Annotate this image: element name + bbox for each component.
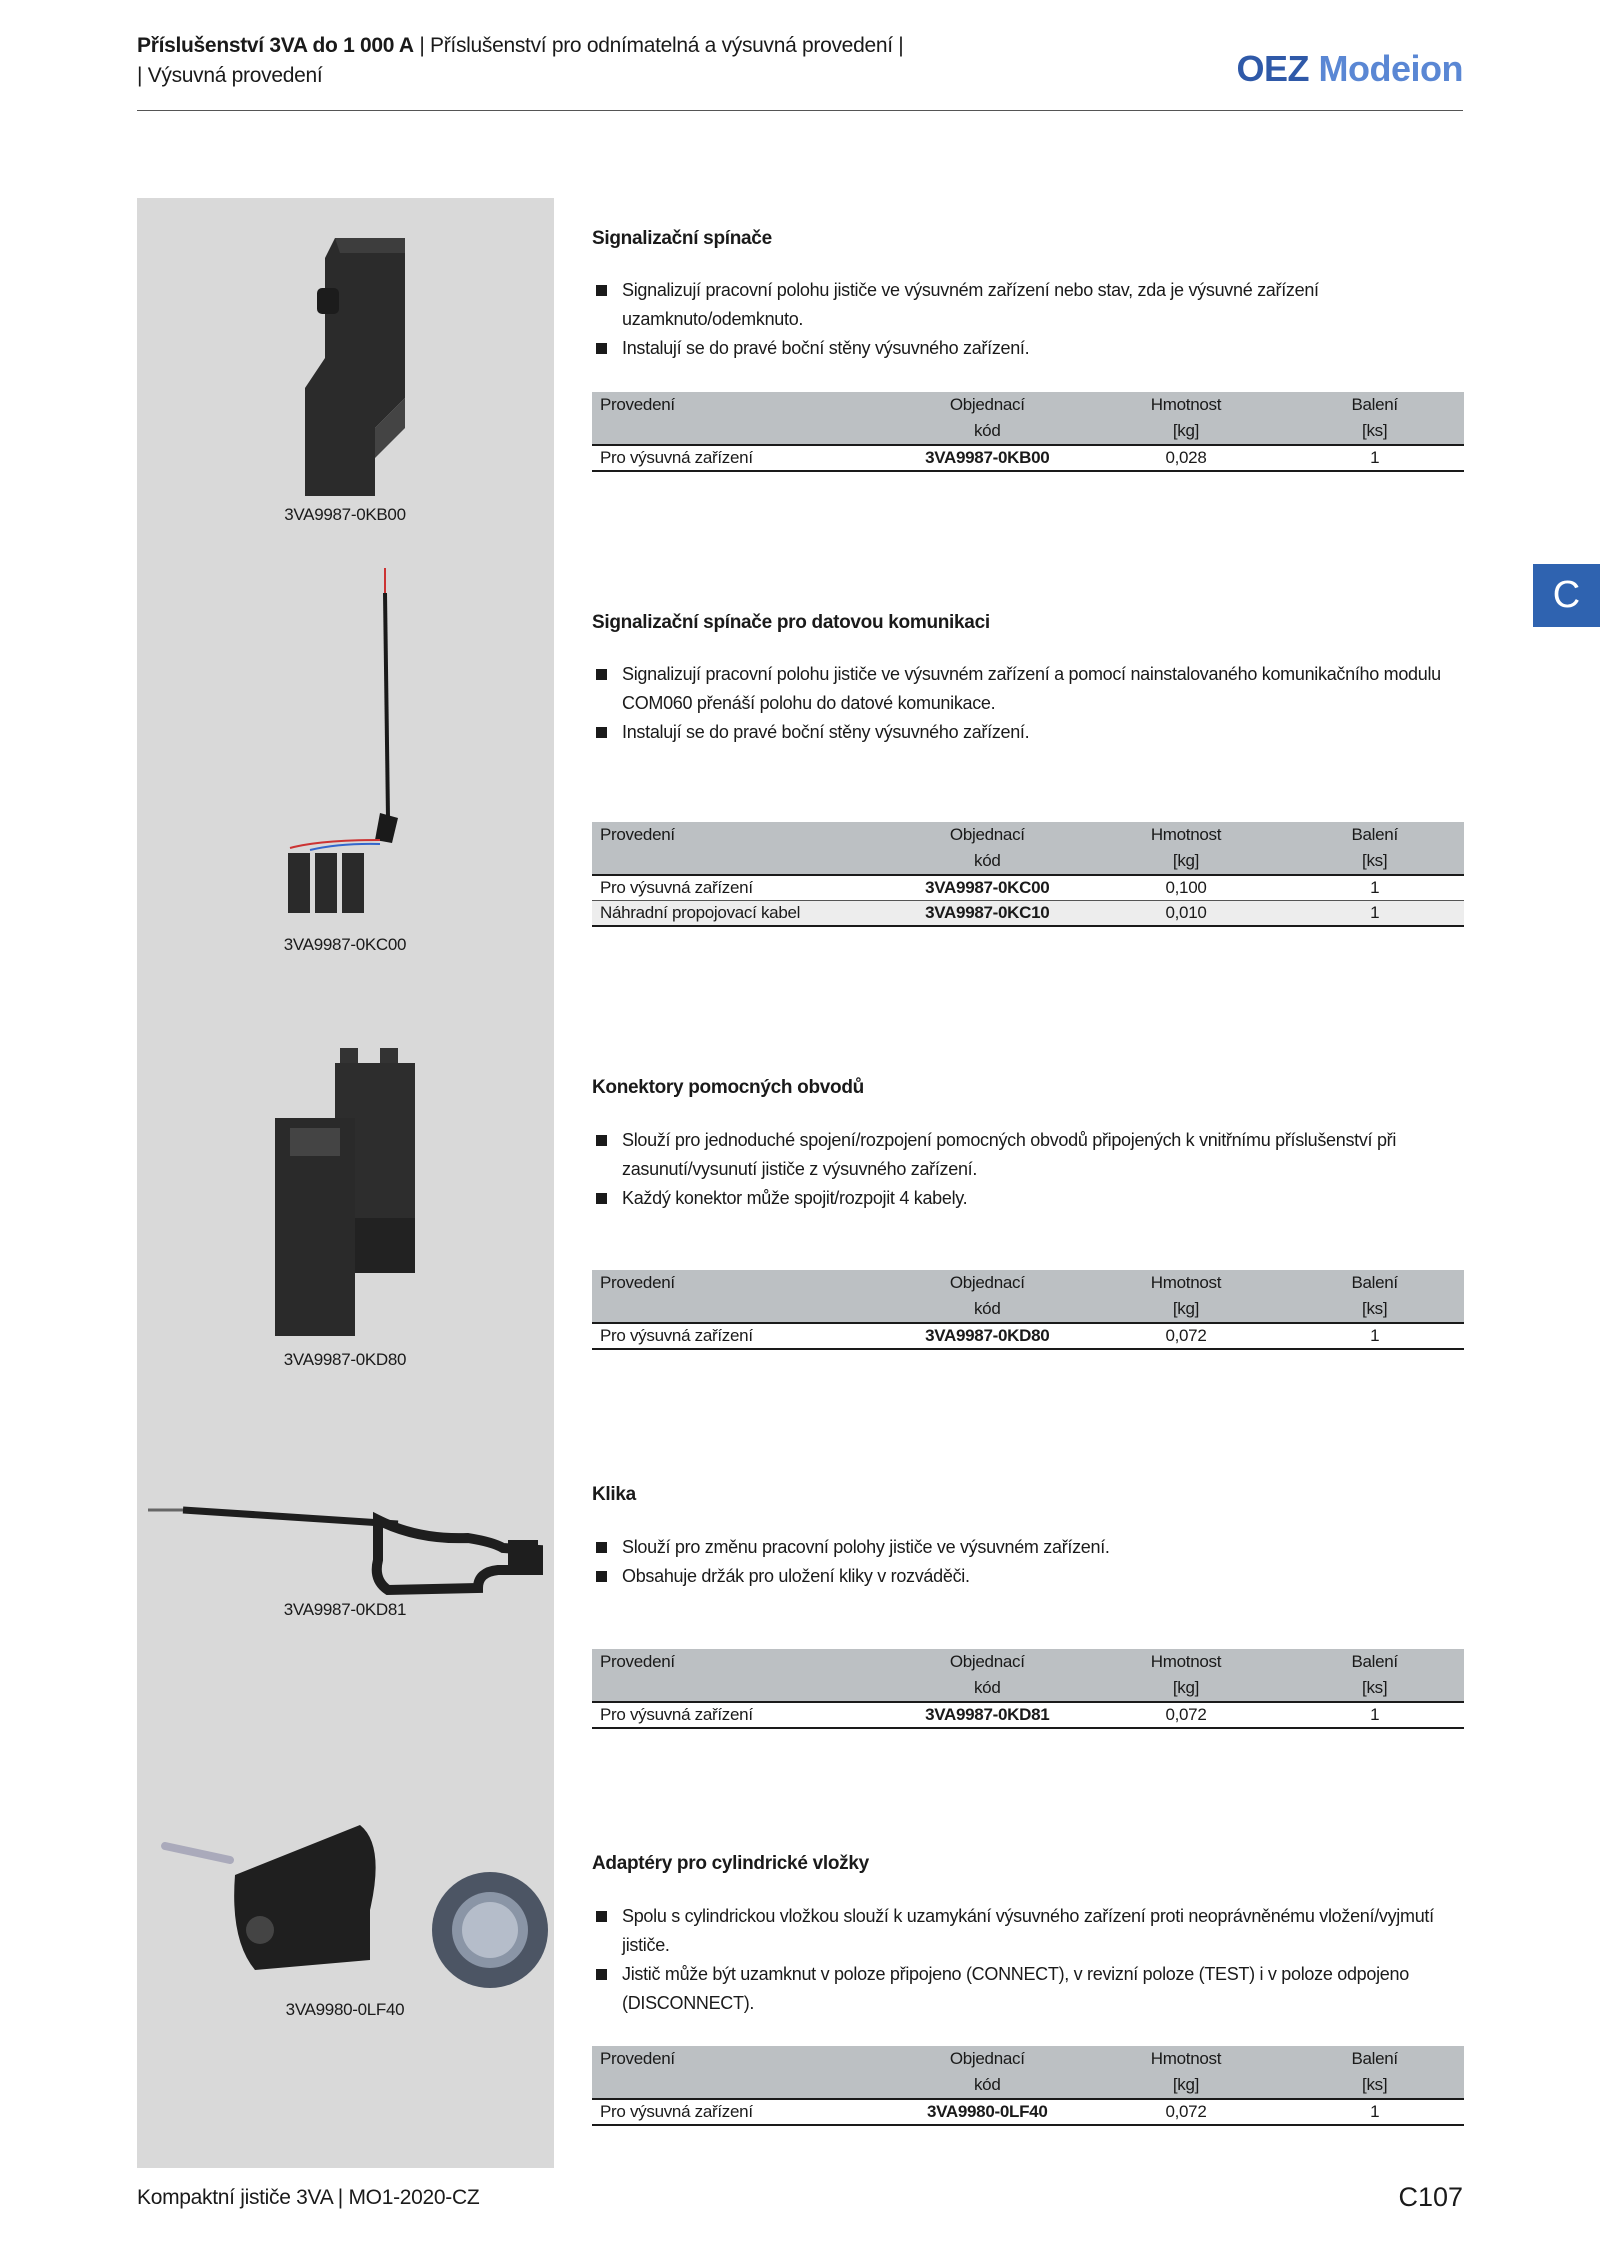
table-header-row [592, 1270, 1464, 1323]
list-item: Slouží pro jednoduché spojení/rozpojení pomocných obvodů připojených k vnitřnímu příslušenství při zasunutí/vysunutí jističe z výsuvného zařízení. [592, 1126, 1472, 1184]
col-header-pack: Balení [ks] [1285, 1649, 1464, 1702]
col-header-code: Objednací kód [888, 1649, 1087, 1702]
table-row: Pro výsuvná zařízení 3VA9987-0KD81 0,072 1 [592, 1702, 1464, 1728]
col-header-weight: Hmotnost [kg] [1087, 1649, 1286, 1702]
footer-catalog-label: Kompaktní jističe 3VA | MO1-2020-CZ [137, 2186, 480, 2209]
image-caption: 3VA9987-0KC00 [283, 935, 407, 954]
list-item: Signalizují pracovní polohu jističe ve výsuvném zařízení nebo stav, zda je výsuvné zařízení uzamknuto/odemknuto. [592, 276, 1472, 334]
col-header-code: Objednací kód [888, 822, 1087, 875]
list-item: Jistič může být uzamknut v poloze připojeno (CONNECT), v revizní poloze (TEST) i v poloze odpojeno (DISCONNECT). [592, 1960, 1472, 2018]
header-title: Příslušenství 3VA do 1 000 A | Příslušenství pro odnímatelná a výsuvná provedení | [137, 34, 904, 57]
col-header-pack: Balení [ks] [1285, 822, 1464, 875]
col-header-weight: Hmotnost [kg] [1087, 1270, 1286, 1323]
col-header-weight: Hmotnost [kg] [1087, 392, 1286, 445]
col-header-pack: Balení [ks] [1285, 392, 1464, 445]
section-title: Signalizační spínače [592, 228, 772, 249]
list-item: Obsahuje držák pro uložení kliky v rozváděči. [592, 1562, 1472, 1591]
col-header-weight: Hmotnost [kg] [1087, 822, 1286, 875]
bullet-list [592, 660, 1472, 747]
product-table [592, 822, 1464, 927]
col-header-pack: Balení [ks] [1285, 1270, 1464, 1323]
product-table [592, 1270, 1464, 1350]
col-header-design: Provedení [592, 1270, 888, 1323]
table-row: Pro výsuvná zařízení 3VA9980-0LF40 0,072 1 [592, 2099, 1464, 2125]
bullet-list [592, 1126, 1472, 1213]
col-header-design: Provedení [592, 1649, 888, 1702]
table-header-row [592, 822, 1464, 875]
col-header-pack: Balení [ks] [1285, 2046, 1464, 2099]
bullet-list [592, 1533, 1472, 1591]
bullet-list [592, 276, 1472, 363]
col-header-weight: Hmotnost [kg] [1087, 2046, 1286, 2099]
table-row: Pro výsuvná zařízení 3VA9987-0KC00 0,100 1 [592, 875, 1464, 901]
product-image-signal-switch-com [280, 568, 410, 928]
image-caption: 3VA9987-0KB00 [284, 505, 406, 524]
product-image-connector [275, 1048, 425, 1338]
product-image-cylinder-adapter [160, 1820, 550, 2000]
product-table [592, 1649, 1464, 1729]
image-caption: 3VA9980-0LF40 [285, 2000, 405, 2019]
table-header-row [592, 392, 1464, 445]
bullet-list [592, 1902, 1472, 2018]
list-item: Spolu s cylindrickou vložkou slouží k uzamykání výsuvného zařízení proti neoprávněnému vložení/vyjmutí jističe. [592, 1902, 1472, 1960]
list-item: Slouží pro změnu pracovní polohy jističe ve výsuvném zařízení. [592, 1533, 1472, 1562]
col-header-design: Provedení [592, 392, 888, 445]
brand-logo: OEZ Modeion [1236, 48, 1463, 89]
section-title: Konektory pomocných obvodů [592, 1077, 864, 1098]
col-header-code: Objednací kód [888, 1270, 1087, 1323]
product-table [592, 392, 1464, 472]
table-row: Pro výsuvná zařízení 3VA9987-0KB00 0,028 1 [592, 445, 1464, 471]
product-table [592, 2046, 1464, 2126]
section-title: Signalizační spínače pro datovou komunikaci [592, 612, 990, 633]
chapter-tab[interactable]: C [1533, 564, 1600, 627]
page-header [137, 30, 1463, 111]
table-row: Pro výsuvná zařízení 3VA9987-0KD80 0,072 1 [592, 1323, 1464, 1349]
table-header-row [592, 2046, 1464, 2099]
list-item: Každý konektor může spojit/rozpojit 4 kabely. [592, 1184, 1472, 1213]
col-header-code: Objednací kód [888, 392, 1087, 445]
product-image-handle [148, 1480, 543, 1600]
col-header-design: Provedení [592, 2046, 888, 2099]
col-header-code: Objednací kód [888, 2046, 1087, 2099]
section-title: Klika [592, 1484, 636, 1505]
image-caption: 3VA9987-0KD80 [283, 1350, 407, 1369]
page-number: C107 [1398, 2182, 1463, 2212]
col-header-design: Provedení [592, 822, 888, 875]
table-header-row [592, 1649, 1464, 1702]
image-caption: 3VA9987-0KD81 [283, 1600, 407, 1619]
header-subtitle: | Výsuvná provedení [137, 64, 323, 87]
list-item: Instalují se do pravé boční stěny výsuvného zařízení. [592, 334, 1472, 363]
table-row: Náhradní propojovací kabel 3VA9987-0KC10 0,010 1 [592, 901, 1464, 927]
list-item: Signalizují pracovní polohu jističe ve výsuvném zařízení a pomocí nainstalovaného komunikačního modulu COM060 přenáší polohu do datové komunikace. [592, 660, 1472, 718]
section-title: Adaptéry pro cylindrické vložky [592, 1853, 869, 1874]
list-item: Instalují se do pravé boční stěny výsuvného zařízení. [592, 718, 1472, 747]
product-image-signal-switch [295, 228, 415, 498]
